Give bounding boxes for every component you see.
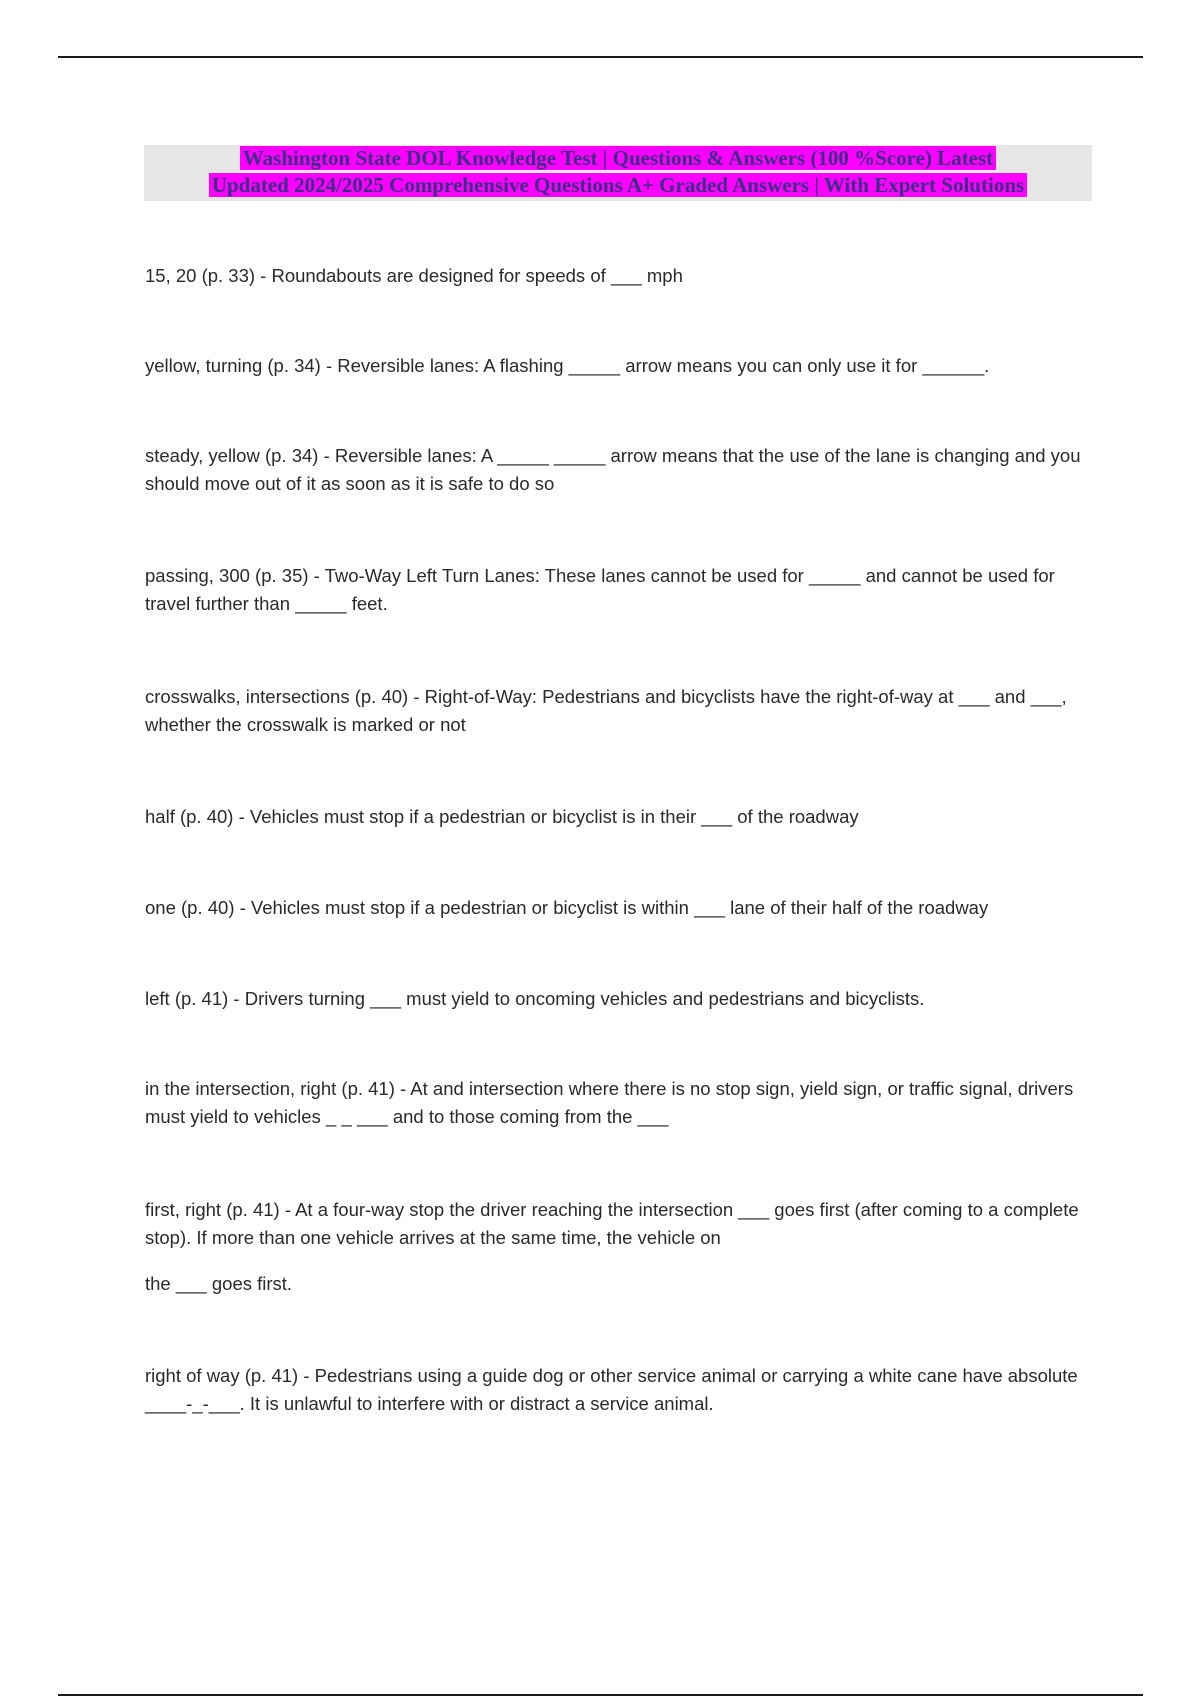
qa-item-4 [145, 562, 1090, 618]
qa-item-5 [145, 683, 1090, 739]
qa-item-11 [145, 1362, 1090, 1418]
footer-rule [58, 1694, 1143, 1696]
qa-item-10 [145, 1196, 1090, 1298]
qa-item-continuation: the ___ goes first. [145, 1273, 293, 1294]
title-line-2: Updated 2024/2025 Comprehensive Questions A+ Graded Answers | With Expert Solutions [209, 173, 1027, 197]
qa-item-1 [145, 262, 1090, 290]
qa-item-3 [145, 442, 1090, 498]
header-rule [58, 56, 1143, 58]
qa-item-8 [145, 985, 1090, 1013]
qa-item-7 [145, 894, 1090, 922]
qa-item-text: 15, 20 (p. 33) - Roundabouts are designed for speeds of ___ mph [145, 265, 683, 286]
qa-item-6 [145, 803, 1090, 831]
title-line-1: Washington State DOL Knowledge Test | Questions & Answers (100 %Score) Latest [240, 146, 996, 170]
qa-item-2 [145, 352, 1090, 380]
qa-item-text: crosswalks, intersections (p. 40) - Right-of-Way: Pedestrians and bicyclists have the right-of-way at ___ and ___, whether the crosswalk is marked or not [145, 686, 1067, 735]
document-title [144, 145, 1092, 199]
qa-item-text: first, right (p. 41) - At a four-way stop the driver reaching the intersection ___ goes first (after coming to a complete stop). If more than one vehicle arrives at the same time, the vehicle on [145, 1199, 1079, 1248]
qa-item-text: passing, 300 (p. 35) - Two-Way Left Turn Lanes: These lanes cannot be used for _____ and cannot be used for travel further than _____ feet. [145, 565, 1055, 614]
qa-item-text: steady, yellow (p. 34) - Reversible lanes: A _____ _____ arrow means that the use of the lane is changing and you should move out of it as soon as it is safe to do so [145, 445, 1081, 494]
qa-item-text: in the intersection, right (p. 41) - At and intersection where there is no stop sign, yield sign, or traffic signal, drivers must yield to vehicles _ _ ___ and to those coming from the ___ [145, 1078, 1074, 1127]
qa-item-text: half (p. 40) - Vehicles must stop if a pedestrian or bicyclist is in their ___ of the roadway [145, 806, 859, 827]
qa-item-text: left (p. 41) - Drivers turning ___ must yield to oncoming vehicles and pedestrians and bicyclists. [145, 988, 925, 1009]
qa-item-text: right of way (p. 41) - Pedestrians using a guide dog or other service animal or carrying a white cane have absolute ____-_-___. It is unlawful to interfere with or distract a service animal. [145, 1365, 1078, 1414]
qa-item-text: yellow, turning (p. 34) - Reversible lanes: A flashing _____ arrow means you can only use it for ______. [145, 355, 990, 376]
qa-item-9 [145, 1075, 1090, 1131]
qa-item-text: one (p. 40) - Vehicles must stop if a pedestrian or bicyclist is within ___ lane of their half of the roadway [145, 897, 989, 918]
